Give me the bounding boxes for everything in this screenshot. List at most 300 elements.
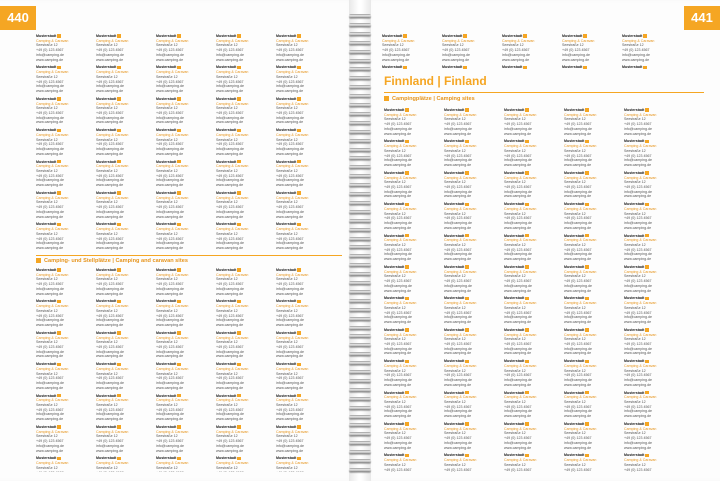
entry-email[interactable]: info@camping.de	[444, 158, 473, 163]
entry-web[interactable]: www.camping.de	[624, 131, 652, 136]
entry-email[interactable]: info@camping.de	[36, 443, 65, 448]
entry-email[interactable]: info@camping.de	[36, 209, 65, 214]
directory-entry	[276, 128, 340, 156]
entry-email[interactable]: info@camping.de	[562, 52, 591, 57]
entry-web[interactable]: www.camping.de	[276, 88, 304, 93]
entry-web[interactable]: www.camping.de	[276, 417, 304, 422]
entry-web[interactable]: www.camping.de	[504, 351, 532, 356]
entry-email[interactable]: info@camping.de	[156, 318, 185, 323]
entry-web[interactable]: www.camping.de	[36, 88, 64, 93]
entry-email[interactable]: info@camping.de	[156, 209, 185, 214]
entry-email[interactable]: info@camping.de	[156, 349, 185, 354]
entry-web[interactable]: www.camping.de	[216, 57, 244, 62]
entry-email[interactable]: info@camping.de	[444, 346, 473, 351]
entry-email[interactable]: info@camping.de	[504, 158, 533, 163]
entry-email[interactable]: info@camping.de	[36, 241, 65, 246]
entry-email[interactable]: info@camping.de	[276, 349, 305, 354]
entry-web[interactable]: www.camping.de	[156, 245, 184, 250]
entry-email[interactable]: info@camping.de	[504, 252, 533, 257]
entry-email[interactable]: info@camping.de	[502, 52, 531, 57]
entry-web[interactable]: www.camping.de	[276, 57, 304, 62]
entry-web[interactable]: www.camping.de	[96, 88, 124, 93]
entry-email[interactable]: info@camping.de	[384, 440, 413, 445]
entry-email[interactable]: info@camping.de	[504, 378, 533, 383]
entry-web[interactable]: www.camping.de	[36, 417, 64, 422]
entry-email[interactable]: info@camping.de	[216, 241, 245, 246]
entry-email[interactable]: info@camping.de	[216, 286, 245, 291]
entry-phone: +49 (0) 123 4567	[156, 282, 184, 287]
binding-ring	[349, 67, 371, 71]
entry-email[interactable]: info@camping.de	[384, 158, 413, 163]
entry-web[interactable]: www.camping.de	[624, 414, 652, 419]
entry-email[interactable]: info@camping.de	[624, 189, 653, 194]
entry-email[interactable]: info@camping.de	[276, 84, 305, 89]
entry-web[interactable]: www.camping.de	[156, 57, 184, 62]
entry-email[interactable]: info@camping.de	[564, 126, 593, 131]
directory-entry	[444, 202, 508, 230]
entry-email[interactable]: info@camping.de	[504, 221, 533, 226]
entry-web[interactable]: www.camping.de	[36, 183, 64, 188]
entry-web[interactable]: www.camping.de	[276, 120, 304, 125]
entry-email[interactable]: info@camping.de	[276, 381, 305, 386]
entry-web[interactable]: www.camping.de	[564, 257, 592, 262]
entry-email[interactable]: info@camping.de	[622, 52, 651, 57]
entry-email[interactable]: info@camping.de	[624, 440, 653, 445]
entry-org: Camping & Caravan	[504, 206, 537, 211]
entry-email[interactable]: info@camping.de	[564, 409, 593, 414]
entry-email[interactable]: info@camping.de	[36, 318, 65, 323]
entry-web[interactable]: www.camping.de	[276, 151, 304, 156]
entry-address: Seestraße 12	[504, 117, 526, 122]
entry-web[interactable]: www.camping.de	[36, 214, 64, 219]
entry-web[interactable]: www.camping.de	[564, 414, 592, 419]
entry-email[interactable]: info@camping.de	[504, 283, 533, 288]
entry-email[interactable]: info@camping.de	[36, 412, 65, 417]
entry-email[interactable]: info@camping.de	[216, 412, 245, 417]
entry-email[interactable]: info@camping.de	[444, 409, 473, 414]
entry-web[interactable]: www.camping.de	[156, 291, 184, 296]
entry-phone: +49 (0) 123 4567	[564, 436, 592, 441]
entry-web[interactable]: www.camping.de	[444, 414, 472, 419]
entry-web[interactable]: www.camping.de	[276, 354, 304, 359]
entry-email[interactable]: info@camping.de	[96, 381, 125, 386]
binding-ring	[349, 352, 371, 356]
entry-web[interactable]: www.camping.de	[504, 131, 532, 136]
entry-web[interactable]: www.camping.de	[444, 351, 472, 356]
entry-email[interactable]: info@camping.de	[156, 412, 185, 417]
entry-web[interactable]: www.camping.de	[276, 322, 304, 327]
entry-email[interactable]: info@camping.de	[216, 381, 245, 386]
entry-email[interactable]: info@camping.de	[564, 252, 593, 257]
rating-icon	[645, 108, 649, 112]
entry-email[interactable]: info@camping.de	[36, 115, 65, 120]
rating-icon	[177, 66, 181, 70]
entry-web[interactable]: www.camping.de	[36, 322, 64, 327]
entry-phone: +49 (0) 123 4567	[216, 173, 244, 178]
entry-web[interactable]: www.camping.de	[216, 417, 244, 422]
entry-email[interactable]: info@camping.de	[96, 52, 125, 57]
entry-web[interactable]: www.camping.de	[216, 291, 244, 296]
entry-web[interactable]: www.camping.de	[502, 57, 530, 62]
entry-web[interactable]: www.camping.de	[624, 225, 652, 230]
entry-web[interactable]: www.camping.de	[444, 288, 472, 293]
entry-email[interactable]: info@camping.de	[384, 346, 413, 351]
entry-web[interactable]: www.camping.de	[564, 382, 592, 387]
entry-email[interactable]: info@camping.de	[156, 147, 185, 152]
entry-email[interactable]: info@camping.de	[276, 115, 305, 120]
entry-web[interactable]: www.camping.de	[384, 414, 412, 419]
directory-entry	[564, 139, 628, 167]
entry-email[interactable]: info@camping.de	[564, 189, 593, 194]
entry-web[interactable]: www.camping.de	[96, 322, 124, 327]
entry-email[interactable]: info@camping.de	[96, 209, 125, 214]
entry-web[interactable]: www.camping.de	[96, 151, 124, 156]
entry-web[interactable]: www.camping.de	[96, 214, 124, 219]
entry-email[interactable]: info@camping.de	[96, 443, 125, 448]
entry-email[interactable]: info@camping.de	[36, 381, 65, 386]
entry-web[interactable]: www.camping.de	[564, 225, 592, 230]
entry-email[interactable]: info@camping.de	[96, 147, 125, 152]
entry-web[interactable]: www.camping.de	[276, 214, 304, 219]
entry-email[interactable]: info@camping.de	[96, 241, 125, 246]
entry-email[interactable]: info@camping.de	[96, 318, 125, 323]
entry-phone: +49 (0) 123 4567	[504, 216, 532, 221]
entry-web[interactable]: www.camping.de	[444, 319, 472, 324]
entry-web[interactable]: www.camping.de	[504, 194, 532, 199]
entry-web[interactable]: www.camping.de	[504, 257, 532, 262]
entry-email[interactable]: info@camping.de	[624, 409, 653, 414]
entry-email[interactable]: info@camping.de	[156, 286, 185, 291]
entry-web[interactable]: www.camping.de	[384, 288, 412, 293]
binding-ring	[349, 317, 371, 321]
entry-address: Seestraße 12	[564, 400, 586, 405]
rating-icon	[177, 223, 181, 227]
entry-web[interactable]: www.camping.de	[156, 214, 184, 219]
entry-web[interactable]: www.camping.de	[564, 162, 592, 167]
entry-email[interactable]: info@camping.de	[96, 412, 125, 417]
entry-email[interactable]: info@camping.de	[444, 440, 473, 445]
entry-email[interactable]: info@camping.de	[564, 346, 593, 351]
entry-web[interactable]: www.camping.de	[564, 131, 592, 136]
entry-email[interactable]: info@camping.de	[624, 378, 653, 383]
entry-web[interactable]: www.camping.de	[96, 448, 124, 453]
entry-email[interactable]: info@camping.de	[276, 318, 305, 323]
entry-email[interactable]: info@camping.de	[624, 346, 653, 351]
entry-email[interactable]: info@camping.de	[504, 346, 533, 351]
entry-email[interactable]: info@camping.de	[384, 283, 413, 288]
directory-entry	[96, 34, 160, 62]
entry-address: Seestraße 12	[384, 462, 406, 467]
entry-web[interactable]: www.camping.de	[156, 120, 184, 125]
entry-web[interactable]: www.camping.de	[276, 183, 304, 188]
entry-email[interactable]: info@camping.de	[96, 84, 125, 89]
entry-web[interactable]: www.camping.de	[504, 319, 532, 324]
entry-web[interactable]: www.camping.de	[276, 448, 304, 453]
entry-email[interactable]: info@camping.de	[564, 158, 593, 163]
entry-email[interactable]: info@camping.de	[96, 349, 125, 354]
entry-email[interactable]: info@camping.de	[156, 178, 185, 183]
entry-email[interactable]: info@camping.de	[216, 52, 245, 57]
entry-web[interactable]: www.camping.de	[36, 448, 64, 453]
entry-email[interactable]: info@camping.de	[216, 115, 245, 120]
entry-email[interactable]: info@camping.de	[504, 189, 533, 194]
entry-org: Camping & Caravan	[504, 112, 537, 117]
entry-email[interactable]: info@camping.de	[96, 286, 125, 291]
entry-web[interactable]: www.camping.de	[36, 354, 64, 359]
entry-web[interactable]: www.camping.de	[564, 445, 592, 450]
entry-email[interactable]: info@camping.de	[36, 178, 65, 183]
entry-web[interactable]: www.camping.de	[624, 288, 652, 293]
entry-email[interactable]: info@camping.de	[276, 147, 305, 152]
entry-email[interactable]: info@camping.de	[564, 315, 593, 320]
entry-web[interactable]: www.camping.de	[156, 322, 184, 327]
entry-email[interactable]: info@camping.de	[382, 52, 411, 57]
entry-email[interactable]: info@camping.de	[504, 409, 533, 414]
entry-web[interactable]: www.camping.de	[96, 57, 124, 62]
entry-name: Musterstadt	[276, 65, 340, 70]
entry-web[interactable]: www.camping.de	[384, 225, 412, 230]
entry-email[interactable]: info@camping.de	[384, 126, 413, 131]
entry-web[interactable]: www.camping.de	[216, 120, 244, 125]
entry-name: Musterstadt	[502, 34, 566, 39]
entry-web[interactable]: www.camping.de	[384, 257, 412, 262]
entry-web[interactable]: www.camping.de	[504, 288, 532, 293]
entry-web[interactable]: www.camping.de	[96, 245, 124, 250]
directory-entry	[156, 331, 220, 359]
entry-web[interactable]: www.camping.de	[156, 354, 184, 359]
entry-web[interactable]: www.camping.de	[36, 291, 64, 296]
entry-org: Camping & Caravan	[216, 335, 249, 340]
entry-email[interactable]: info@camping.de	[564, 440, 593, 445]
entry-email[interactable]: info@camping.de	[624, 315, 653, 320]
entry-phone: +49 (0) 123 4567	[36, 173, 64, 178]
entry-email[interactable]: info@camping.de	[36, 52, 65, 57]
directory-entry	[36, 65, 100, 93]
entry-email[interactable]: info@camping.de	[504, 315, 533, 320]
entry-email[interactable]: info@camping.de	[156, 443, 185, 448]
entry-web[interactable]: www.camping.de	[444, 162, 472, 167]
entry-email[interactable]: info@camping.de	[216, 209, 245, 214]
directory-entry	[96, 222, 160, 250]
entry-web[interactable]: www.camping.de	[624, 257, 652, 262]
entry-email[interactable]: info@camping.de	[276, 286, 305, 291]
directory-column	[216, 34, 280, 250]
entry-web[interactable]: www.camping.de	[564, 351, 592, 356]
entry-web[interactable]: www.camping.de	[444, 257, 472, 262]
directory-entry	[216, 456, 280, 472]
rating-icon	[57, 363, 61, 367]
entry-web[interactable]: www.camping.de	[36, 385, 64, 390]
directory-column	[36, 34, 100, 250]
entry-address: Seestraße 12	[444, 400, 466, 405]
entry-email[interactable]: info@camping.de	[36, 349, 65, 354]
entry-email[interactable]: info@camping.de	[276, 443, 305, 448]
entry-web[interactable]: www.camping.de	[216, 245, 244, 250]
entry-web[interactable]: www.camping.de	[384, 382, 412, 387]
entry-email[interactable]: info@camping.de	[384, 189, 413, 194]
entry-web[interactable]: www.camping.de	[624, 445, 652, 450]
directory-entry	[36, 299, 100, 327]
entry-web[interactable]: www.camping.de	[156, 448, 184, 453]
entry-web[interactable]: www.camping.de	[156, 183, 184, 188]
entry-web[interactable]: www.camping.de	[36, 120, 64, 125]
entry-email[interactable]: info@camping.de	[276, 241, 305, 246]
entry-web[interactable]: www.camping.de	[564, 194, 592, 199]
entry-web[interactable]: www.camping.de	[96, 183, 124, 188]
entry-web[interactable]: www.camping.de	[96, 120, 124, 125]
entry-email[interactable]: info@camping.de	[444, 378, 473, 383]
entry-address: Seestraße 12	[564, 368, 586, 373]
directory-entry	[444, 234, 508, 262]
entry-email[interactable]: info@camping.de	[444, 252, 473, 257]
entry-web[interactable]: www.camping.de	[624, 351, 652, 356]
entry-email[interactable]: info@camping.de	[624, 158, 653, 163]
entry-web[interactable]: www.camping.de	[384, 131, 412, 136]
entry-web[interactable]: www.camping.de	[36, 57, 64, 62]
entry-phone: +49 (0) 123 4567	[444, 153, 472, 158]
entry-email[interactable]: info@camping.de	[216, 349, 245, 354]
entry-email[interactable]: info@camping.de	[444, 221, 473, 226]
entry-email[interactable]: info@camping.de	[276, 209, 305, 214]
entry-web[interactable]: www.camping.de	[96, 354, 124, 359]
entry-web[interactable]: www.camping.de	[96, 417, 124, 422]
entry-web[interactable]: www.camping.de	[384, 319, 412, 324]
entry-web[interactable]: www.camping.de	[216, 214, 244, 219]
entry-email[interactable]: info@camping.de	[216, 84, 245, 89]
entry-web[interactable]: www.camping.de	[36, 151, 64, 156]
entry-web[interactable]: www.camping.de	[216, 151, 244, 156]
entry-email[interactable]: info@camping.de	[442, 52, 471, 57]
entry-web[interactable]: www.camping.de	[562, 57, 590, 62]
entry-web[interactable]: www.camping.de	[624, 319, 652, 324]
entry-web[interactable]: www.camping.de	[96, 385, 124, 390]
entry-phone	[156, 471, 220, 472]
entry-web[interactable]: www.camping.de	[216, 88, 244, 93]
entry-email[interactable]: info@camping.de	[564, 283, 593, 288]
entry-web[interactable]: www.camping.de	[156, 417, 184, 422]
entry-email[interactable]: info@camping.de	[156, 381, 185, 386]
entry-email[interactable]: info@camping.de	[156, 84, 185, 89]
entry-email[interactable]: info@camping.de	[624, 283, 653, 288]
entry-web[interactable]: www.camping.de	[276, 291, 304, 296]
entry-email[interactable]: info@camping.de	[276, 52, 305, 57]
entry-email[interactable]: info@camping.de	[216, 318, 245, 323]
entry-web[interactable]: www.camping.de	[624, 162, 652, 167]
entry-web[interactable]: www.camping.de	[216, 385, 244, 390]
entry-name: Musterstadt	[442, 65, 506, 70]
entry-web[interactable]: www.camping.de	[276, 385, 304, 390]
binding-ring	[349, 459, 371, 463]
entry-web[interactable]: www.camping.de	[504, 445, 532, 450]
binding-ring	[349, 50, 371, 54]
directory-entry	[504, 359, 568, 387]
entry-web[interactable]: www.camping.de	[216, 322, 244, 327]
entry-email[interactable]: info@camping.de	[276, 412, 305, 417]
entry-email[interactable]: info@camping.de	[444, 283, 473, 288]
entry-web[interactable]: www.camping.de	[624, 194, 652, 199]
directory-column	[156, 34, 220, 250]
entry-web[interactable]: www.camping.de	[384, 162, 412, 167]
entry-web[interactable]: www.camping.de	[624, 382, 652, 387]
entry-name: Musterstadt	[156, 299, 220, 304]
entry-name: Musterstadt	[276, 222, 340, 227]
entry-web[interactable]: www.camping.de	[504, 414, 532, 419]
entry-email[interactable]: info@camping.de	[384, 315, 413, 320]
entry-org: Camping & Caravan	[216, 366, 249, 371]
rating-icon	[523, 66, 527, 70]
entry-web[interactable]: www.camping.de	[444, 194, 472, 199]
entry-address: Seestraße 12	[564, 148, 586, 153]
entry-email[interactable]: info@camping.de	[384, 409, 413, 414]
entry-web[interactable]: www.camping.de	[156, 151, 184, 156]
entry-email[interactable]: info@camping.de	[276, 178, 305, 183]
entry-address: Seestraße 12	[216, 231, 238, 236]
entry-phone: +49 (0) 123 4567	[504, 122, 532, 127]
entry-web[interactable]: www.camping.de	[504, 382, 532, 387]
entry-email[interactable]: info@camping.de	[156, 241, 185, 246]
entry-email[interactable]: info@camping.de	[444, 315, 473, 320]
entry-email[interactable]: info@camping.de	[36, 286, 65, 291]
entry-web[interactable]: www.camping.de	[216, 448, 244, 453]
entry-email[interactable]: info@camping.de	[624, 252, 653, 257]
entry-email[interactable]: info@camping.de	[384, 378, 413, 383]
entry-email[interactable]: info@camping.de	[624, 126, 653, 131]
entry-web[interactable]: www.camping.de	[564, 288, 592, 293]
entry-web[interactable]: www.camping.de	[156, 385, 184, 390]
entry-web[interactable]: www.camping.de	[622, 57, 650, 62]
entry-name: Musterstadt	[504, 359, 568, 364]
entry-email[interactable]: info@camping.de	[384, 221, 413, 226]
entry-email[interactable]: info@camping.de	[156, 52, 185, 57]
entry-web[interactable]: www.camping.de	[442, 57, 470, 62]
entry-email[interactable]: info@camping.de	[96, 178, 125, 183]
entry-email[interactable]: info@camping.de	[564, 378, 593, 383]
entry-email[interactable]: info@camping.de	[624, 221, 653, 226]
entry-web[interactable]: www.camping.de	[96, 291, 124, 296]
entry-web[interactable]: www.camping.de	[504, 225, 532, 230]
entry-email[interactable]: info@camping.de	[504, 440, 533, 445]
entry-email[interactable]: info@camping.de	[216, 178, 245, 183]
entry-web[interactable]: www.camping.de	[504, 162, 532, 167]
entry-web[interactable]: www.camping.de	[384, 445, 412, 450]
entry-web[interactable]: www.camping.de	[384, 351, 412, 356]
entry-web[interactable]: www.camping.de	[444, 445, 472, 450]
entry-email[interactable]: info@camping.de	[444, 126, 473, 131]
entry-org: Camping & Caravan	[504, 144, 537, 149]
entry-web[interactable]: www.camping.de	[444, 131, 472, 136]
entry-email[interactable]: info@camping.de	[504, 126, 533, 131]
entry-email[interactable]: info@camping.de	[564, 221, 593, 226]
entry-web[interactable]: www.camping.de	[156, 88, 184, 93]
entry-email[interactable]: info@camping.de	[444, 189, 473, 194]
entry-email[interactable]: info@camping.de	[96, 115, 125, 120]
entry-email[interactable]: info@camping.de	[384, 252, 413, 257]
entry-web[interactable]: www.camping.de	[216, 354, 244, 359]
entry-email[interactable]: info@camping.de	[156, 115, 185, 120]
entry-web[interactable]: www.camping.de	[382, 57, 410, 62]
entry-web[interactable]: www.camping.de	[384, 194, 412, 199]
entry-web[interactable]: www.camping.de	[276, 245, 304, 250]
entry-email[interactable]: info@camping.de	[36, 147, 65, 152]
entry-web[interactable]: www.camping.de	[444, 225, 472, 230]
entry-email[interactable]: info@camping.de	[216, 147, 245, 152]
entry-web[interactable]: www.camping.de	[216, 183, 244, 188]
entry-web[interactable]: www.camping.de	[444, 382, 472, 387]
entry-email[interactable]: info@camping.de	[36, 84, 65, 89]
entry-email[interactable]: info@camping.de	[216, 443, 245, 448]
entry-web[interactable]: www.camping.de	[564, 319, 592, 324]
entry-web[interactable]: www.camping.de	[36, 245, 64, 250]
